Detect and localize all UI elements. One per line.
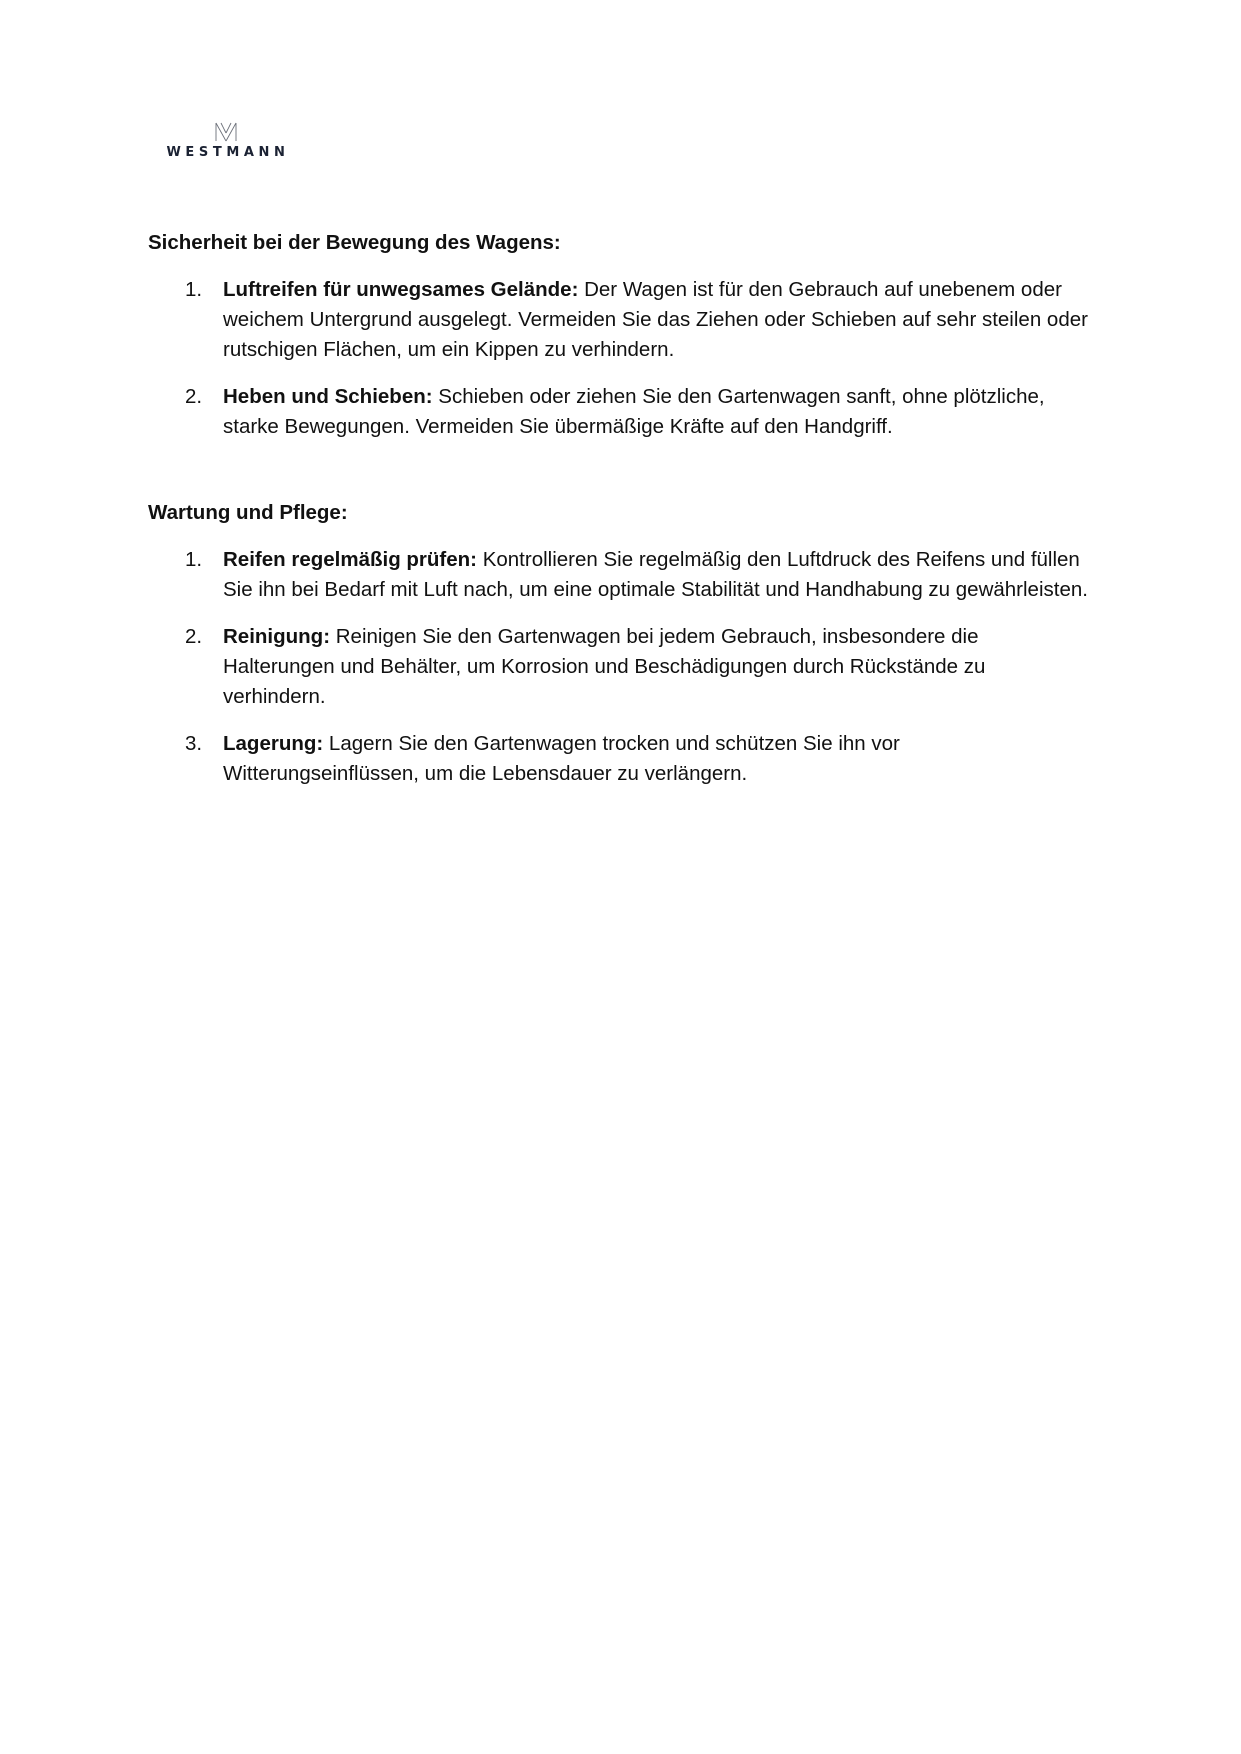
list-item [148, 622, 1088, 712]
list-number: 2. [185, 385, 203, 408]
list-text: Kontrollieren Sie regelmäßig den Luftdruck des Reifens und füllen Sie ihn bei Bedarf mit Luft nach, um eine optimale Stabilität und Handhabung zu gewährleisten. [223, 548, 1088, 601]
list-number: 1. [185, 548, 203, 571]
list-number: 3. [185, 732, 203, 755]
list-item [148, 382, 1088, 442]
list-term: Reinigung: [223, 625, 331, 648]
section-safety-movement [148, 228, 1088, 442]
list-number: 1. [185, 278, 203, 301]
list-number: 2. [185, 625, 203, 648]
numbered-list [148, 275, 1088, 442]
list-text: Reinigen Sie den Gartenwagen bei jedem Gebrauch, insbesondere die Halterungen und Behälter, um Korrosion und Beschädigungen durch Rückstände zu verhindern. [223, 625, 986, 708]
list-term: Reifen regelmäßig prüfen: [223, 548, 478, 571]
list-term: Luftreifen für unwegsames Gelände: [223, 278, 579, 301]
section-maintenance [148, 498, 1088, 789]
brand-logo [156, 121, 296, 160]
list-text: Schieben oder ziehen Sie den Gartenwagen sanft, ohne plötzliche, starke Bewegungen. Vermeiden Sie übermäßige Kräfte auf den Handgriff. [223, 385, 1045, 438]
wm-monogram-icon [213, 121, 239, 143]
list-item [148, 275, 1088, 365]
brand-name: WESTMANN [166, 145, 290, 160]
section-title: Wartung und Pflege: [148, 501, 348, 524]
list-item [148, 545, 1088, 605]
list-term: Lagerung: [223, 732, 324, 755]
list-text: Lagern Sie den Gartenwagen trocken und schützen Sie ihn vor Witterungseinflüssen, um die Lebensdauer zu verlängern. [223, 732, 900, 785]
section-title: Sicherheit bei der Bewegung des Wagens: [148, 231, 561, 254]
numbered-list [148, 545, 1088, 789]
list-item [148, 729, 1088, 789]
list-text: Der Wagen ist für den Gebrauch auf unebenem oder weichem Untergrund ausgelegt. Vermeiden Sie das Ziehen oder Schieben auf sehr steilen oder rutschigen Flächen, um ein Kippen zu verhindern. [223, 278, 1088, 361]
document-body [148, 228, 1088, 806]
list-term: Heben und Schieben: [223, 385, 433, 408]
